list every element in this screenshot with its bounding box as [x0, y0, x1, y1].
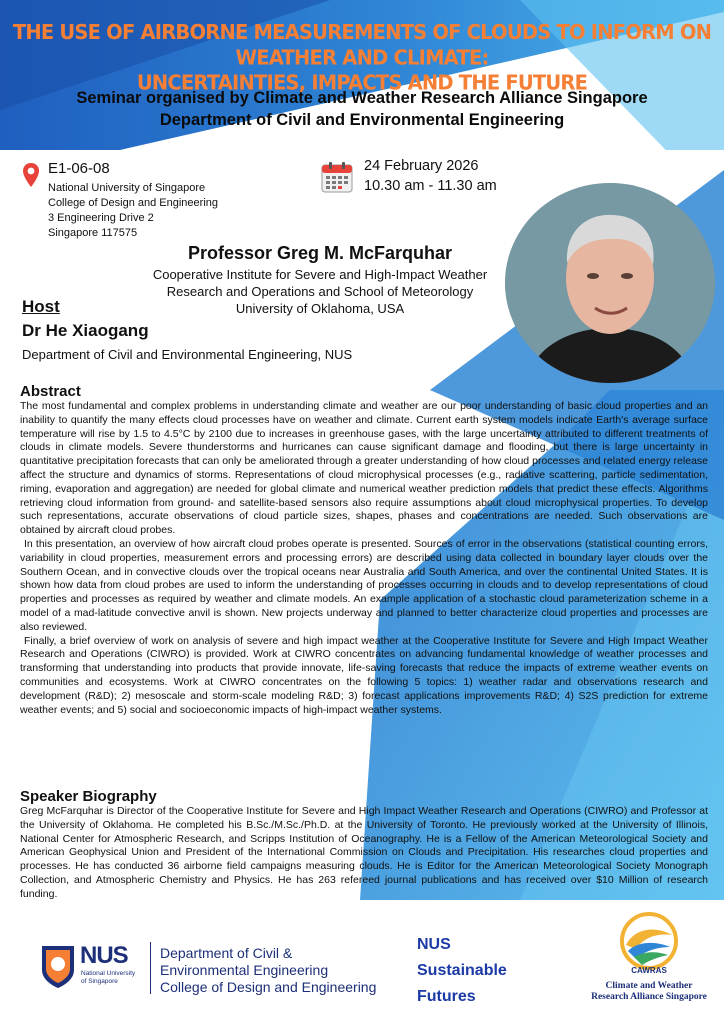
- abstract-paragraph: Finally, a brief overview of work on analysis of severe and high impact weather at the Cooperative Institute for Severe and High Impact Weather Research and Operations (CIWRO) is provided. Work at CIWRO concentrates on advancing fundamental knowledge of weather processes and transforming that understanding into products that provide innovate, life-saving forecasts that reduce the impacts of extreme weather events on communities and ecosystems. Work at CIWRO concentrates on the following 5 topics: 1) weather radar and observations research and development (R&D); 2) mesoscale and storm-scale modeling R&D; 3) forecast applications improvements R&D; 4) S2S prediction for extreme weather events; and 5) social and socioeconomic impacts of high-impact weather systems.: [20, 634, 708, 716]
- affiliation-line: University of Oklahoma, USA: [235, 301, 405, 316]
- cawras-emblem-icon: [614, 911, 684, 973]
- nus-sustainable-futures: [417, 932, 507, 1010]
- footer-dept-line: College of Design and Engineering: [160, 979, 377, 995]
- cawras-logo-text: CAWRAS: [631, 966, 667, 975]
- event-date: 24 February 2026: [364, 158, 479, 174]
- sf-line: Sustainable: [417, 962, 507, 979]
- address-line: 3 Engineering Drive 2: [48, 212, 154, 224]
- cawras-name-line: Research Alliance Singapore: [591, 992, 707, 1002]
- cawras-logo: [574, 911, 724, 1003]
- footer-dept-line: Department of Civil &: [160, 945, 293, 961]
- affiliation-line: Cooperative Institute for Severe and High-Impact Weather: [152, 267, 488, 282]
- host-department: Department of Civil and Environmental Engineering, NUS: [22, 347, 353, 362]
- footer-divider: [150, 942, 151, 994]
- event-time: 10.30 am - 11.30 am: [364, 178, 497, 194]
- nus-logo-text: NUS: [80, 942, 128, 969]
- location-pin-icon: [22, 162, 40, 188]
- abstract-section: [20, 383, 708, 717]
- nus-logo-subtext: [81, 970, 135, 986]
- venue-room: E1-06-08: [48, 160, 110, 177]
- speaker-name: Professor Greg M. McFarquhar: [187, 243, 453, 263]
- abstract-paragraph: In this presentation, an overview of how aircraft cloud probes operate is presented. Sources of error in the observations (statistical counting errors, variability in cloud properties, measurement errors and processing errors) are described using data collected in boundary layer clouds over the Southern Ocean, and in convective clouds over the tropical oceans near Australia and South America, and over the continental United States. It is shown how data from cloud probes are used to inform the understanding of processes occurring in clouds and to develop representations of cloud properties and processes as required by weather and climate models. An example application of a stochastic cloud parameterization scheme in a model of a mad-latitude convective anvil is shown. New projects underway and planned to better characterize cloud properties and processes are also reviewed.: [20, 537, 708, 633]
- nus-logo-subtext-line: National University: [81, 970, 136, 977]
- abstract-heading: Abstract: [20, 383, 81, 400]
- title-line-1: THE USE OF AIRBORNE MEASUREMENTS OF CLOUDS TO INFORM ON WEATHER AND CLIMATE:: [12, 20, 712, 70]
- subtitle-line-1: Seminar organised by Climate and Weather Research Alliance Singapore: [76, 89, 648, 107]
- nus-logo: [40, 944, 150, 995]
- biography-section: [20, 788, 708, 902]
- affiliation-line: Research and Operations and School of Meteorology: [166, 284, 474, 299]
- footer-dept-line: Environmental Engineering: [160, 962, 329, 978]
- seminar-subtitle: [0, 87, 724, 131]
- speaker-portrait-illustration: [505, 183, 715, 383]
- host-block: [22, 297, 352, 362]
- venue-address: [48, 181, 218, 241]
- abstract-paragraph: The most fundamental and complex problems in understanding climate and weather are our poor understanding of basic cloud properties and an inability to quantify the many effects cloud processes have on weather and climate. Current earth system models indicate Earth's average surface temperature will rise by 1.5 to 4.5°C by 2100 due to increases in greenhouse gases, with the large uncertainty attributed to different treatments of clouds in climate models. Severe thunderstorms and hurricanes can cause significant damage and flooding, but there is large uncertainty in quantitative precipitation forecasts that can only be ameliorated through a greater understanding of how cloud processes and related energy release affect the structure and dynamics of storms. Representations of cloud microphysical processes (e.g., radiative scattering, particle sedimentation, riming, evaporation and aggregation) are needed for global climate and numerical weather prediction models that predict these effects. Algorithms retrieving cloud information from ground- and satellite-based sensors also require assumptions about cloud microphysical properties. To develop such representations, accurate observations of cloud particle sizes, shapes, phases and concentrations are needed. Such observations are obtained by aircraft cloud probes.: [20, 400, 708, 537]
- title-line-2: UNCERTAINTIES, IMPACTS AND THE FUTURE: [136, 70, 588, 95]
- sf-line: Futures: [417, 988, 476, 1005]
- address-line: Singapore 117575: [48, 227, 138, 239]
- biography-heading: Speaker Biography: [20, 788, 157, 805]
- address-line: College of Design and Engineering: [48, 197, 219, 209]
- cawras-name-line: Climate and Weather: [605, 981, 693, 991]
- speaker-photo: [505, 183, 715, 383]
- event-title: [0, 20, 724, 96]
- subtitle-line-2: Department of Civil and Environmental Engineering: [159, 111, 565, 129]
- biography-text: Greg McFarquhar is Director of the Cooperative Institute for Severe and High Impact Weather Research and Operations (CIWRO) and Professor at the University of Oklahoma. He completed his B.Sc./M.Sc./Ph.D. at the University of Toronto. He previously worked at the University of Illinois, National Center for Atmospheric Research, and Scripps Institution of Oceanography. He is a Fellow of the American Meteorological Society and American Geophysical Union and President of the International Commission on Clouds and Precipitation. His researches cloud properties and processes. He has conducted 36 airborne field campaigns measuring clouds. He is Editor for the American Meteorological Society Monograph Collection, and Atmospheric Chemistry and Physics. He has 263 refereed journal publications and has received over $10 Million of research funding.: [20, 805, 708, 900]
- sf-line: NUS: [417, 936, 451, 953]
- address-line: National University of Singapore: [48, 182, 206, 194]
- cawras-name: [574, 981, 724, 1003]
- nus-logo-subtext-line: of Singapore: [81, 978, 118, 985]
- host-name: Dr He Xiaogang: [22, 321, 149, 340]
- footer-department: [160, 945, 376, 996]
- host-heading: Host: [22, 297, 60, 316]
- calendar-icon: [320, 160, 354, 194]
